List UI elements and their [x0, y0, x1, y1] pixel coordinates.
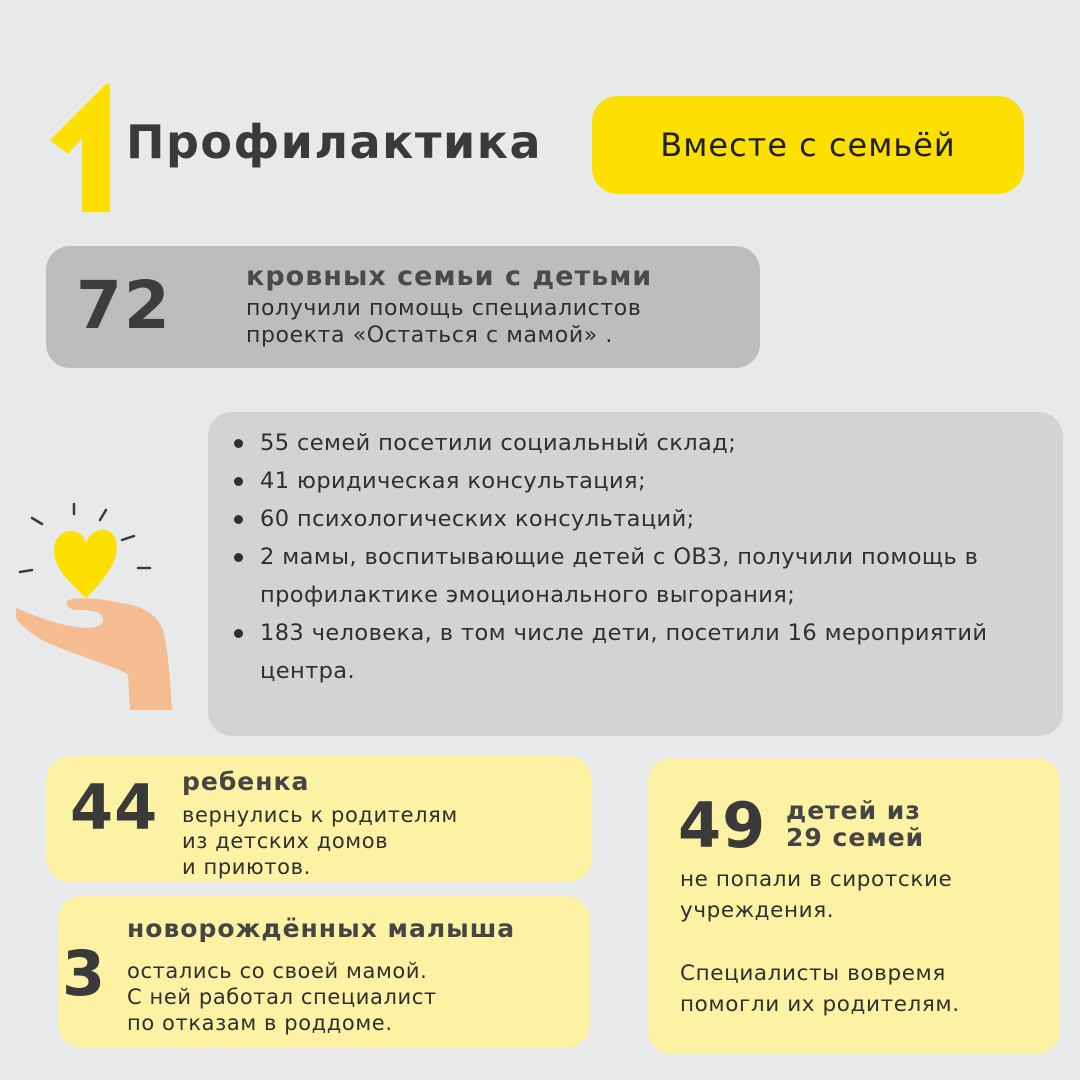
- list-item: 60 психологических консультаций;: [232, 500, 1052, 538]
- stat-body-line: помогли их родителям.: [680, 992, 960, 1017]
- section-badge: Вместе с семьёй: [592, 96, 1024, 194]
- list-item: 2 мамы, воспитывающие детей с ОВЗ, получили помощь в профилактике эмоционального выгорания;: [232, 538, 1052, 614]
- stat-body-49: [680, 864, 952, 926]
- stat-heading-line: детей из: [786, 796, 921, 825]
- stat-number-49: 49: [678, 789, 767, 862]
- stat-body-line: по отказам в роддоме.: [127, 1011, 393, 1035]
- list-item: 41 юридическая консультация;: [232, 462, 1052, 500]
- stat-body-line: С ней работал специалист: [127, 985, 437, 1009]
- stat-body-line: вернулись к родителям: [182, 803, 458, 827]
- stat-number-3: 3: [62, 937, 106, 1010]
- stat-body-line: получили помощь специалистов: [246, 296, 642, 321]
- stat-body-line: из детских домов: [182, 829, 389, 853]
- stat-body-line: и приютов.: [182, 855, 311, 879]
- services-list: [232, 424, 1052, 690]
- list-item: 55 семей посетили социальный склад;: [232, 424, 1052, 462]
- stat-body-line: проекта «Остаться с мамой» .: [246, 323, 613, 348]
- stat-heading-72: кровных семьи с детьми: [246, 261, 653, 292]
- stat-body-line: остались со своей мамой.: [127, 959, 428, 983]
- stat-heading-3: новорождённых малыша: [127, 914, 516, 943]
- stat-body-line: не попали в сиротские: [680, 867, 953, 892]
- list-item: 183 человека, в том числе дети, посетили 16 мероприятий центра.: [232, 614, 1052, 690]
- stat-body-line: Специалисты вовремя: [680, 961, 946, 986]
- stat-body-44: [182, 802, 458, 880]
- stat-body-72: [246, 295, 641, 349]
- stat-heading-line: 29 семей: [786, 823, 925, 852]
- stat-body-3: [127, 958, 437, 1036]
- stat-body-line: учреждения.: [680, 898, 835, 923]
- stat-heading-49: [786, 797, 924, 851]
- stat-heading-44: ребенка: [182, 767, 310, 796]
- stat-number-44: 44: [70, 771, 159, 844]
- hand-holding-heart-icon: [16, 496, 176, 716]
- stat-number-72: 72: [76, 267, 172, 344]
- stat-body-49-extra: [680, 958, 960, 1020]
- page-title: Профилактика: [126, 115, 543, 169]
- big-number-one: [48, 82, 128, 214]
